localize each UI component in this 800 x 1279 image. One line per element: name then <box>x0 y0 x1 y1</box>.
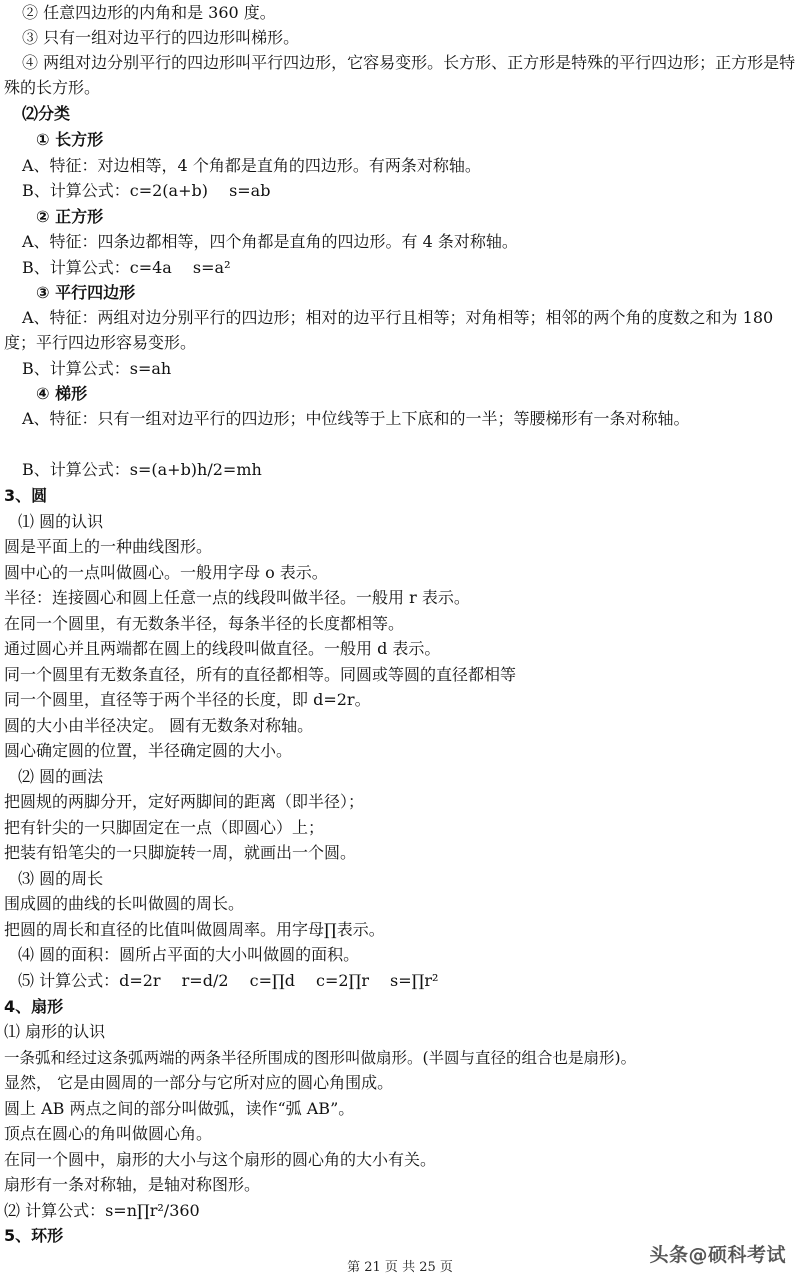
text-line: 圆心确定圆的位置，半径确定圆的大小。 <box>4 741 293 760</box>
text-line: ④ 两组对边分别平行的四边形叫平行四边形，它容易变形。长方形、正方形是特殊的平行四边形；正方形是特殊的长方形。 <box>4 53 796 97</box>
watermark: 头条@硕科考试 <box>649 1244 786 1266</box>
text-line: 在同一个圆中，扇形的大小与这个扇形的圆心角的大小有关。 <box>4 1150 437 1169</box>
text-line: 在同一个圆里，有无数条半径，每条半径的长度都相等。 <box>4 614 405 633</box>
text-line: B、计算公式：c=4a s=a² <box>22 258 231 277</box>
subsection-heading: ④ 梯形 <box>36 384 88 403</box>
text-line: ② 任意四边形的内角和是 360 度。 <box>22 3 276 22</box>
text-line: B、计算公式：c=2(a+b) s=ab <box>22 181 271 200</box>
text-line: 围成圆的曲线的长叫做圆的周长。 <box>4 894 245 913</box>
text-line: 扇形有一条对称轴，是轴对称图形。 <box>4 1175 261 1194</box>
text-line: A、特征：只有一组对边平行的四边形；中位线等于上下底和的一半；等腰梯形有一条对称轴。 <box>22 409 690 428</box>
text-line: 把装有铅笔尖的一只脚旋转一周，就画出一个圆。 <box>4 843 357 862</box>
text-line: 半径：连接圆心和圆上任意一点的线段叫做半径。一般用 r 表示。 <box>4 588 470 607</box>
text-line: 顶点在圆心的角叫做圆心角。 <box>4 1124 213 1143</box>
subsection-heading: ① 长方形 <box>36 130 104 149</box>
text-line: 通过圆心并且两端都在圆上的线段叫做直径。一般用 d 表示。 <box>4 639 441 658</box>
section-heading: 3、圆 <box>4 486 48 505</box>
text-line: ⑷ 圆的面积：圆所占平面的大小叫做圆的面积。 <box>18 945 360 964</box>
section-heading: 4、扇形 <box>4 997 64 1016</box>
text-line: ⑸ 计算公式：d=2r r=d/2 c=∏d c=2∏r s=∏r² <box>18 971 439 990</box>
page-footer: 第 21 页 共 25 页 <box>347 1260 453 1275</box>
section-heading: 5、环形 <box>4 1226 64 1245</box>
text-line: 同一个圆里有无数条直径，所有的直径都相等。同圆或等圆的直径都相等 <box>4 665 517 684</box>
text-line: A、特征：两组对边分别平行的四边形；相对的边平行且相等；对角相等；相邻的两个角的度数之和为 180 度；平行四边形容易变形。 <box>4 308 774 352</box>
text-line: A、特征：对边相等，4 个角都是直角的四边形。有两条对称轴。 <box>22 156 481 175</box>
text-line: 一条弧和经过这条弧两端的两条半径所围成的图形叫做扇形。(半圆与直径的组合也是扇形)。 <box>4 1049 637 1067</box>
text-line: 圆上 AB 两点之间的部分叫做弧，读作“弧 AB”。 <box>4 1099 355 1118</box>
text-line: 把有针尖的一只脚固定在一点（即圆心）上； <box>4 818 325 837</box>
text-line: 把圆的周长和直径的比值叫做圆周率。用字母∏表示。 <box>4 920 385 939</box>
text-line: B、计算公式：s=(a+b)h/2=mh <box>22 460 262 479</box>
text-line: B、计算公式：s=ah <box>22 359 172 378</box>
text-line: 同一个圆里，直径等于两个半径的长度，即 d=2r。 <box>4 690 371 709</box>
text-line: 圆中心的一点叫做圆心。一般用字母 o 表示。 <box>4 563 328 582</box>
text-line: ⑵ 圆的画法 <box>18 767 104 786</box>
text-line: 圆是平面上的一种曲线图形。 <box>4 537 213 556</box>
text-line: 显然， 它是由圆周的一部分与它所对应的圆心角围成。 <box>4 1073 394 1092</box>
text-line: ⑶ 圆的周长 <box>18 869 104 888</box>
text-line: ⑵ 计算公式：s=n∏r²/360 <box>4 1201 200 1220</box>
subsection-heading: ③ 平行四边形 <box>36 283 136 302</box>
text-line: ⑴ 扇形的认识 <box>4 1022 106 1041</box>
text-line: ⑴ 圆的认识 <box>18 512 104 531</box>
subsection-heading: ② 正方形 <box>36 207 104 226</box>
text-line: A、特征：四条边都相等，四个角都是直角的四边形。有 4 条对称轴。 <box>22 232 518 251</box>
text-line: 把圆规的两脚分开，定好两脚间的距离（即半径）； <box>4 792 365 811</box>
section-heading: ⑵分类 <box>22 104 71 123</box>
text-line: 圆的大小由半径决定。 圆有无数条对称轴。 <box>4 716 314 735</box>
text-line: ③ 只有一组对边平行的四边形叫梯形。 <box>22 28 300 47</box>
